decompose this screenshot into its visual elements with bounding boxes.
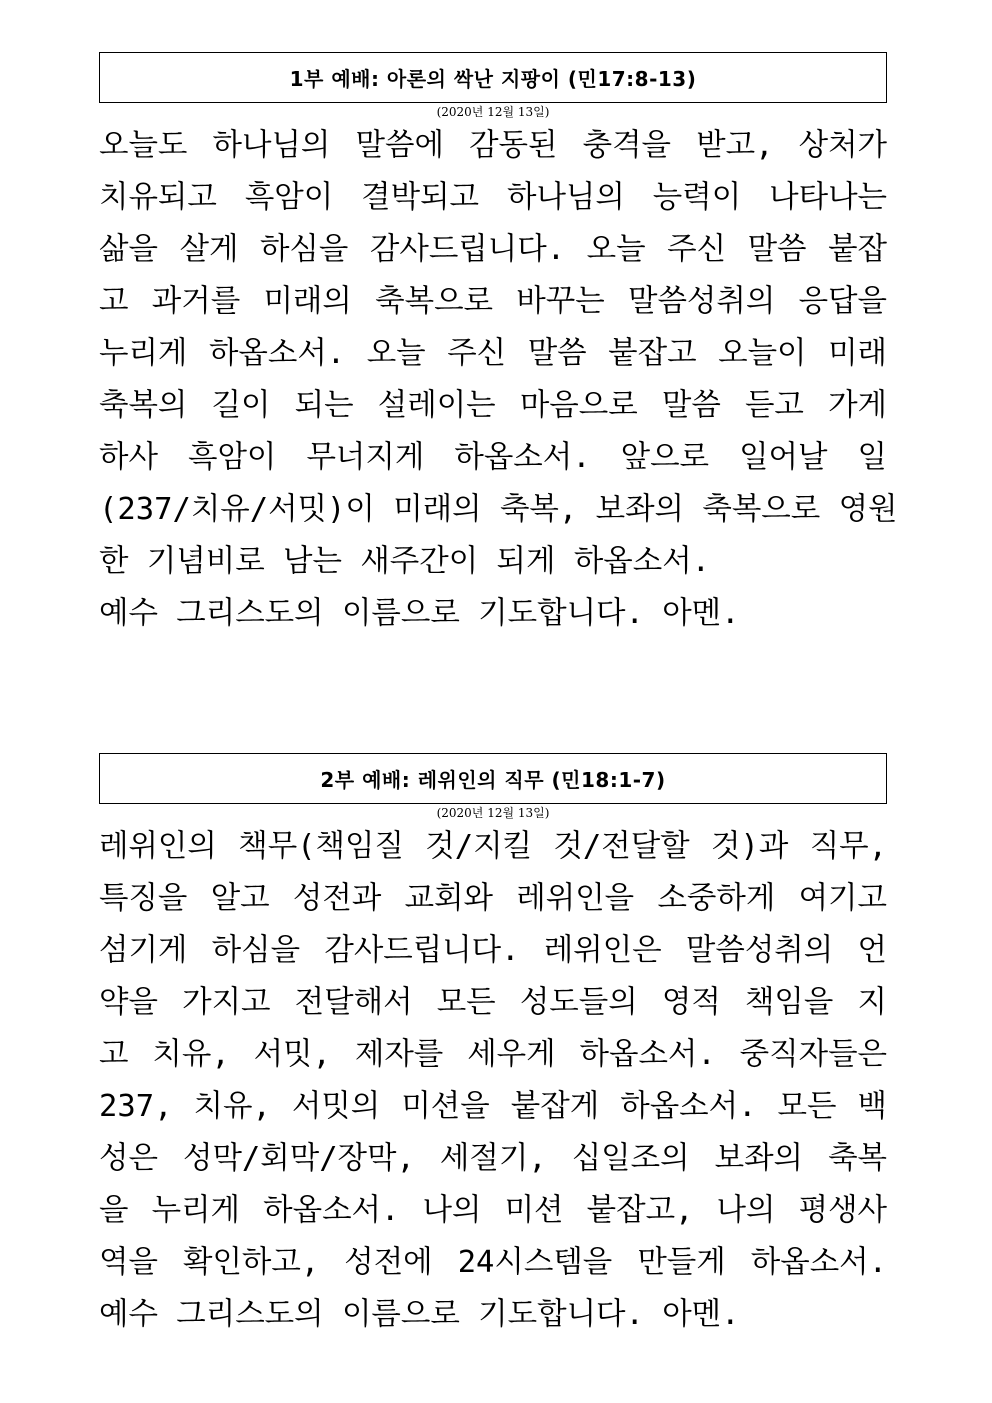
service-section-2 [99,753,887,1341]
section-title: 1부 예배: 아론의 싹난 지팡이 (민17:8-13) [289,67,697,91]
prayer-line: (237/치유/서밋)이 미래의 축복, 보좌의 축복으로 영원 [99,492,898,527]
prayer-line: 하사 흑암이 무너지게 하옵소서. 앞으로 일어날 일 [99,440,887,475]
closing-line: 예수 그리스도의 이름으로 기도합니다. 아멘. [99,596,740,631]
prayer-text [99,120,898,640]
prayer-line: 치유되고 흑암이 결박되고 하나님의 능력이 나타나는 [99,180,887,215]
prayer-line: 한 기념비로 남는 새주간이 되게 하옵소서. [99,544,711,579]
prayer-line: 고 치유, 서밋, 제자를 세우게 하옵소서. 중직자들은 [99,1037,887,1072]
section-title-box [99,52,887,103]
section-title-box [99,753,887,804]
prayer-line: 누리게 하옵소서. 오늘 주신 말씀 붙잡고 오늘이 미래 [99,336,887,371]
section-date: (2020년 12월 13일) [436,105,550,119]
service-section-1 [99,52,898,640]
section-date: (2020년 12월 13일) [436,806,550,820]
prayer-line: 섬기게 하심을 감사드립니다. 레위인은 말씀성취의 언 [99,933,887,968]
prayer-line: 237, 치유, 서밋의 미션을 붙잡게 하옵소서. 모든 백 [99,1089,887,1124]
prayer-line: 레위인의 책무(책임질 것/지킬 것/전달할 것)과 직무, [99,829,887,864]
prayer-line: 삶을 살게 하심을 감사드립니다. 오늘 주신 말씀 붙잡 [99,232,887,267]
prayer-line: 역을 확인하고, 성전에 24시스템을 만들게 하옵소서. [99,1245,887,1280]
prayer-line: 약을 가지고 전달해서 모든 성도들의 영적 책임을 지 [99,985,887,1020]
section-title: 2부 예배: 레위인의 직무 (민18:1-7) [320,768,666,792]
prayer-line: 을 누리게 하옵소서. 나의 미션 붙잡고, 나의 평생사 [99,1193,887,1228]
prayer-text [99,821,887,1341]
prayer-line: 성은 성막/회막/장막, 세절기, 십일조의 보좌의 축복 [99,1141,887,1176]
prayer-line: 축복의 길이 되는 설레이는 마음으로 말씀 듣고 가게 [99,388,887,423]
prayer-line: 고 과거를 미래의 축복으로 바꾸는 말씀성취의 응답을 [99,284,887,319]
closing-line: 예수 그리스도의 이름으로 기도합니다. 아멘. [99,1297,740,1332]
prayer-line: 특징을 알고 성전과 교회와 레위인을 소중하게 여기고 [99,881,887,916]
prayer-line: 오늘도 하나님의 말씀에 감동된 충격을 받고, 상처가 [99,128,887,163]
